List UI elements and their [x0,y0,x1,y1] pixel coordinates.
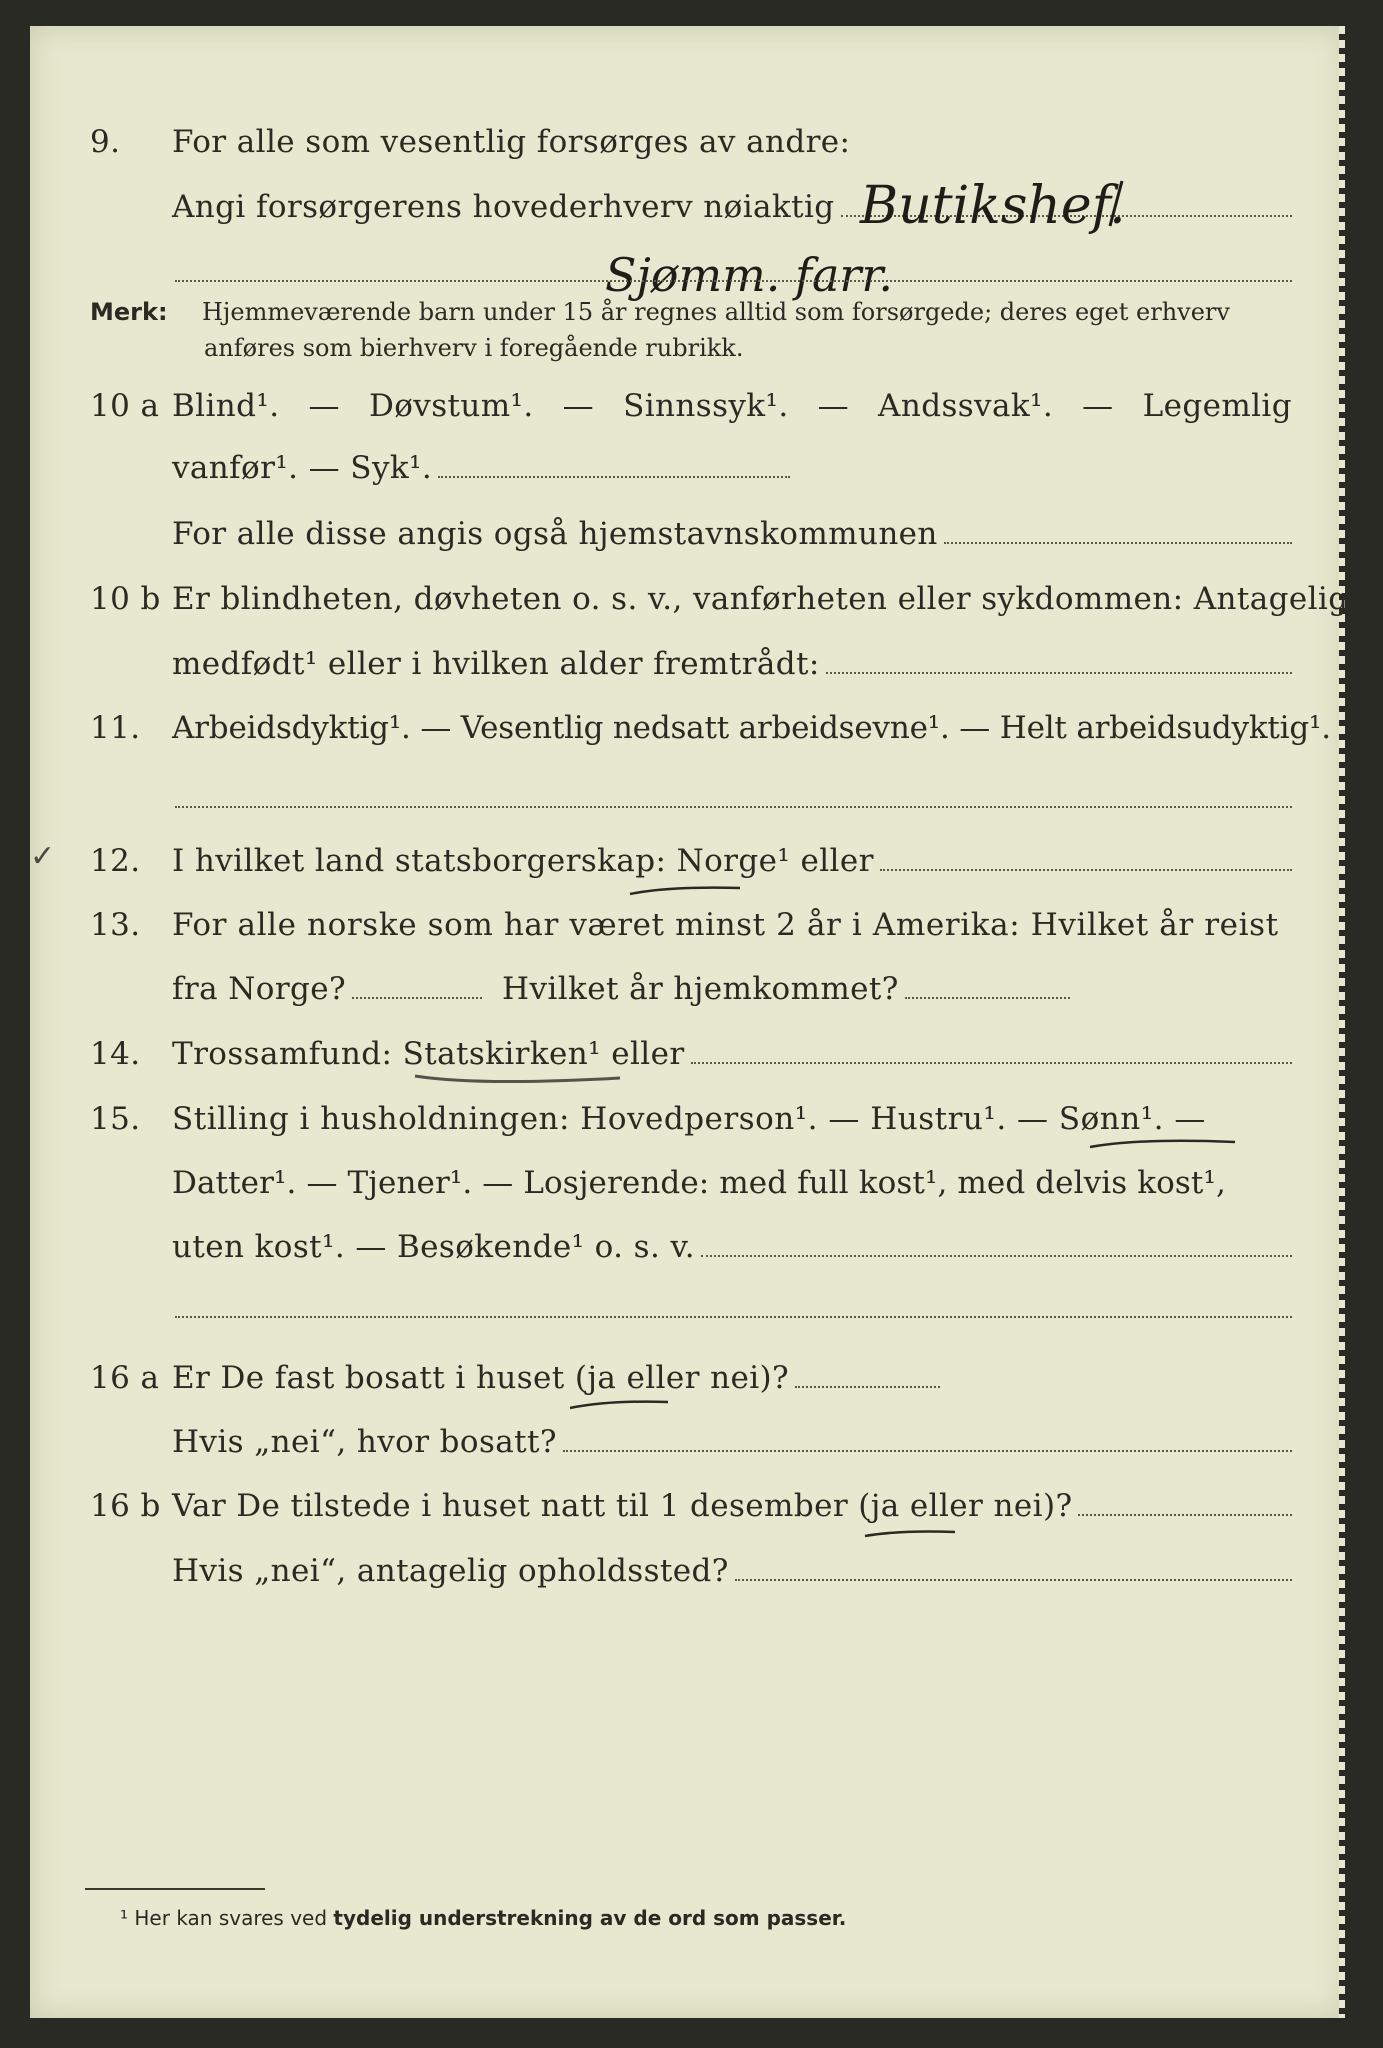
q9-number: 9. [90,124,121,160]
q15-text2: Datter¹. — Tjener¹. — Losjerende: med full kost¹, med delvis kost¹, [172,1165,1226,1201]
q10a-dash: — [562,388,595,424]
q10a-text3: For alle disse angis også hjemstavnskommunen [172,516,938,552]
underline-ja-16b [865,1532,955,1537]
q11-number: 11. [90,710,141,746]
footnote-rule [85,1888,265,1890]
underline-ja-16a [570,1402,668,1408]
q16a-text2: Hvis „nei“, hvor bosatt? [172,1424,557,1460]
q10a-option: Andssvak¹. [878,388,1054,424]
q9-handwritten-answer2: Sjømm. farr. [605,248,893,302]
q10a-option: Legemlig [1142,388,1292,424]
q16b-text2: Hvis „nei“, antagelig opholdssted? [172,1553,729,1589]
merk-label: Merk: [90,298,168,326]
checkmark-icon: ✓ [30,839,56,874]
footnote-marker: ¹ [120,1906,129,1930]
underline-sonn [1090,1141,1235,1147]
q10a-number: 10 a [90,388,160,424]
q10a-text2: vanfør¹. — Syk¹. [172,450,433,486]
q15-text1: Stilling i husholdningen: Hovedperson¹. — Hustru¹. — Sønn¹. — [172,1101,1206,1137]
q16b-text1: Var De tilstede i huset natt til 1 desember (ja eller nei)? [172,1488,1073,1524]
q16a-text1: Er De fast bosatt i huset (ja eller nei)? [172,1360,790,1396]
q10b-text2: medfødt¹ eller i hvilken alder fremtrådt: [172,646,820,682]
merk-line1: Hjemmeværende barn under 15 år regnes alltid som forsørgede; deres eget erhverv [202,298,1230,326]
footnote [120,1906,846,1930]
q10a-option: Døvstum¹. [368,388,534,424]
handwritten-stroke [1110,181,1122,226]
q11-text1: Arbeidsdyktig¹. — Vesentlig nedsatt arbeidsevne¹. — Helt arbeidsudyktig¹. [172,710,1331,746]
q13-text2b: Hvilket år hjemkommet? [502,971,899,1007]
footnote-text-plain: Her kan svares ved [134,1906,328,1930]
q16a-number: 16 a [90,1360,160,1396]
q13-number: 13. [90,907,141,943]
q9-text1: For alle som vesentlig forsørges av andre: [172,124,851,160]
q14-text1: Trossamfund: Statskirken¹ eller [172,1036,685,1072]
q10b-text1: Er blindheten, døvheten o. s. v., vanførheten eller sykdommen: Antagelig [172,581,1349,617]
q10a-dash: — [308,388,340,424]
merk-line2: anføres som bierhverv i foregående rubrikk. [204,334,744,362]
q9-handwritten-answer1: Butikshef. [860,176,1126,236]
q14-number: 14. [90,1036,141,1072]
footnote-text-bold: tydelig understrekning av de ord som passer. [333,1906,847,1930]
q15-text3: uten kost¹. — Besøkende¹ o. s. v. [172,1229,695,1265]
q12-text1: I hvilket land statsborgerskap: Norge¹ eller [172,843,874,879]
q16b-number: 16 b [90,1488,161,1524]
q10a-option: Sinnssyk¹. [623,388,789,424]
underline-statskirken [415,1076,620,1082]
q10a-dash: — [817,388,850,424]
census-form-page [30,26,1349,2018]
handwritten-underlines [30,26,1345,2018]
q9-text2: Angi forsørgerens hovederhverv nøiaktig [172,189,835,225]
q10a-dash: — [1082,388,1114,424]
underline-norge [630,888,740,894]
q13-text1: For alle norske som har været minst 2 år i Amerika: Hvilket år reist [172,907,1279,943]
q13-text2a: fra Norge? [172,971,347,1007]
q10a-option: Blind¹. [172,388,280,424]
q12-number: 12. [90,843,141,879]
q10b-number: 10 b [90,581,161,617]
q15-number: 15. [90,1101,141,1137]
